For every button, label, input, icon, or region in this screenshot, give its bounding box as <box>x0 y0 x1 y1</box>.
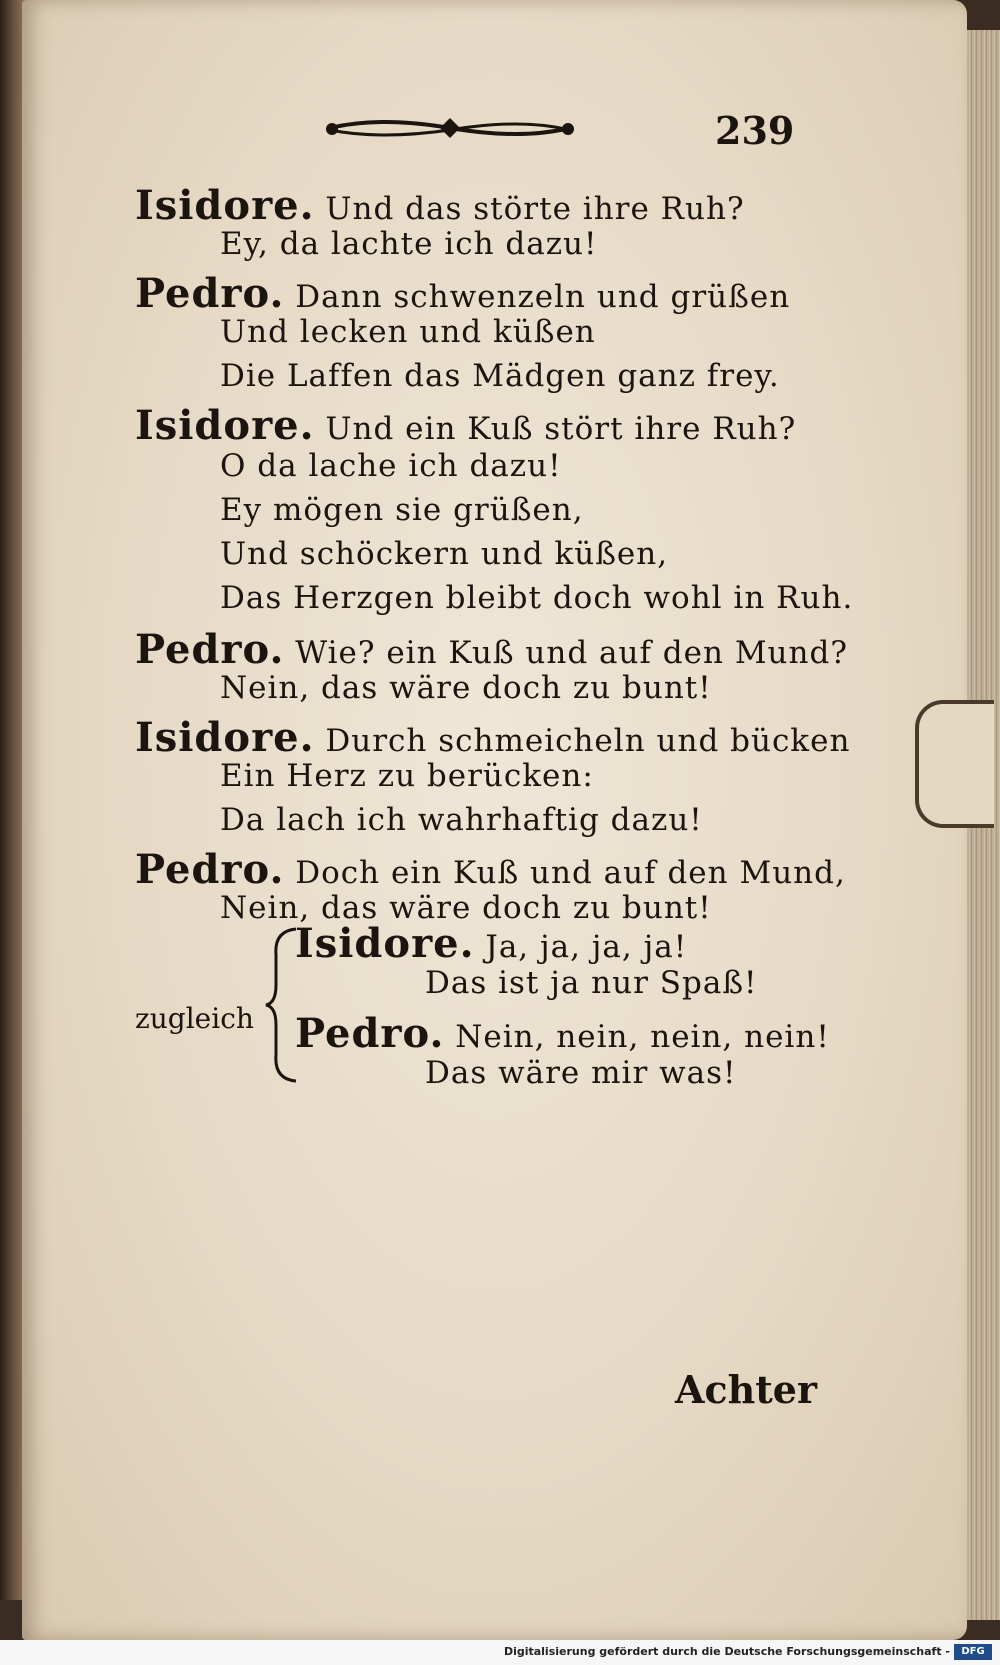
text-line <box>135 626 848 673</box>
speaker-name: Isidore. <box>295 920 475 967</box>
line-text: Und das störte ihre Ruh? <box>325 191 745 227</box>
line-text: Ey mögen sie grüßen, <box>220 492 584 528</box>
line-text: Ein Herz zu berücken: <box>220 758 594 794</box>
line-text: Da lach ich wahrhaftig dazu! <box>220 802 703 838</box>
line-text: Nein, nein, nein, nein! <box>455 1019 830 1055</box>
text-line <box>135 846 846 893</box>
page-tab-marker <box>915 700 994 828</box>
text-line <box>135 270 790 317</box>
text-line <box>135 182 745 229</box>
speaker-name: Isidore. <box>135 402 315 449</box>
line-text: Nein, das wäre doch zu bunt! <box>220 670 712 706</box>
text-line <box>220 226 597 262</box>
line-text: Durch schmeicheln und bücken <box>325 723 851 759</box>
speaker-name: Isidore. <box>135 182 315 229</box>
text-line <box>220 492 584 528</box>
text-line <box>220 314 596 350</box>
speaker-name: Pedro. <box>135 846 285 893</box>
zugleich-label: zugleich <box>135 1002 254 1035</box>
text-line <box>220 802 703 838</box>
line-text: Ey, da lachte ich dazu! <box>220 226 598 262</box>
line-text: Doch ein Kuß und auf den Mund, <box>295 855 846 891</box>
together-pedro-line2: Das wäre mir was! <box>425 1055 737 1091</box>
footer-bar <box>0 1640 1000 1665</box>
line-text: Und ein Kuß stört ihre Ruh? <box>325 411 797 447</box>
speaker-name: Pedro. <box>135 270 285 317</box>
line-text: Nein, das wäre doch zu bunt! <box>220 890 712 926</box>
line-text: Die Laffen das Mädgen ganz frey. <box>220 358 780 394</box>
text-line <box>135 402 796 449</box>
text-line <box>220 448 562 484</box>
text-line <box>135 714 850 761</box>
speaker-name: Isidore. <box>135 714 315 761</box>
catchword: Achter <box>675 1367 817 1412</box>
line-text: Das Herzgen bleibt doch wohl in Ruh. <box>220 580 854 616</box>
line-text: Und lecken und küßen <box>220 314 596 350</box>
text-line <box>220 358 780 394</box>
line-text: Dann schwenzeln und grüßen <box>295 279 791 315</box>
together-isidore-line2: Das ist ja nur Spaß! <box>425 965 758 1001</box>
page-number: 239 <box>715 108 795 153</box>
line-text: Wie? ein Kuß und auf den Mund? <box>295 635 848 671</box>
speaker-name: Pedro. <box>295 1010 445 1057</box>
line-text: O da lache ich dazu! <box>220 448 562 484</box>
together-pedro <box>295 1010 830 1057</box>
text-line <box>220 536 668 572</box>
dfg-logo: DFG <box>954 1644 992 1660</box>
together-isidore <box>295 920 687 967</box>
text-line <box>220 580 853 616</box>
header-ornament <box>320 108 580 148</box>
line-text: Ja, ja, ja, ja! <box>485 929 688 965</box>
text-line <box>220 670 712 706</box>
text-line <box>220 758 594 794</box>
book-binding <box>0 0 24 1600</box>
speaker-name: Pedro. <box>135 626 285 673</box>
footer-credit: Digitalisierung gefördert durch die Deutsche Forschungsgemeinschaft - <box>503 1645 950 1658</box>
line-text: Und schöckern und küßen, <box>220 536 669 572</box>
